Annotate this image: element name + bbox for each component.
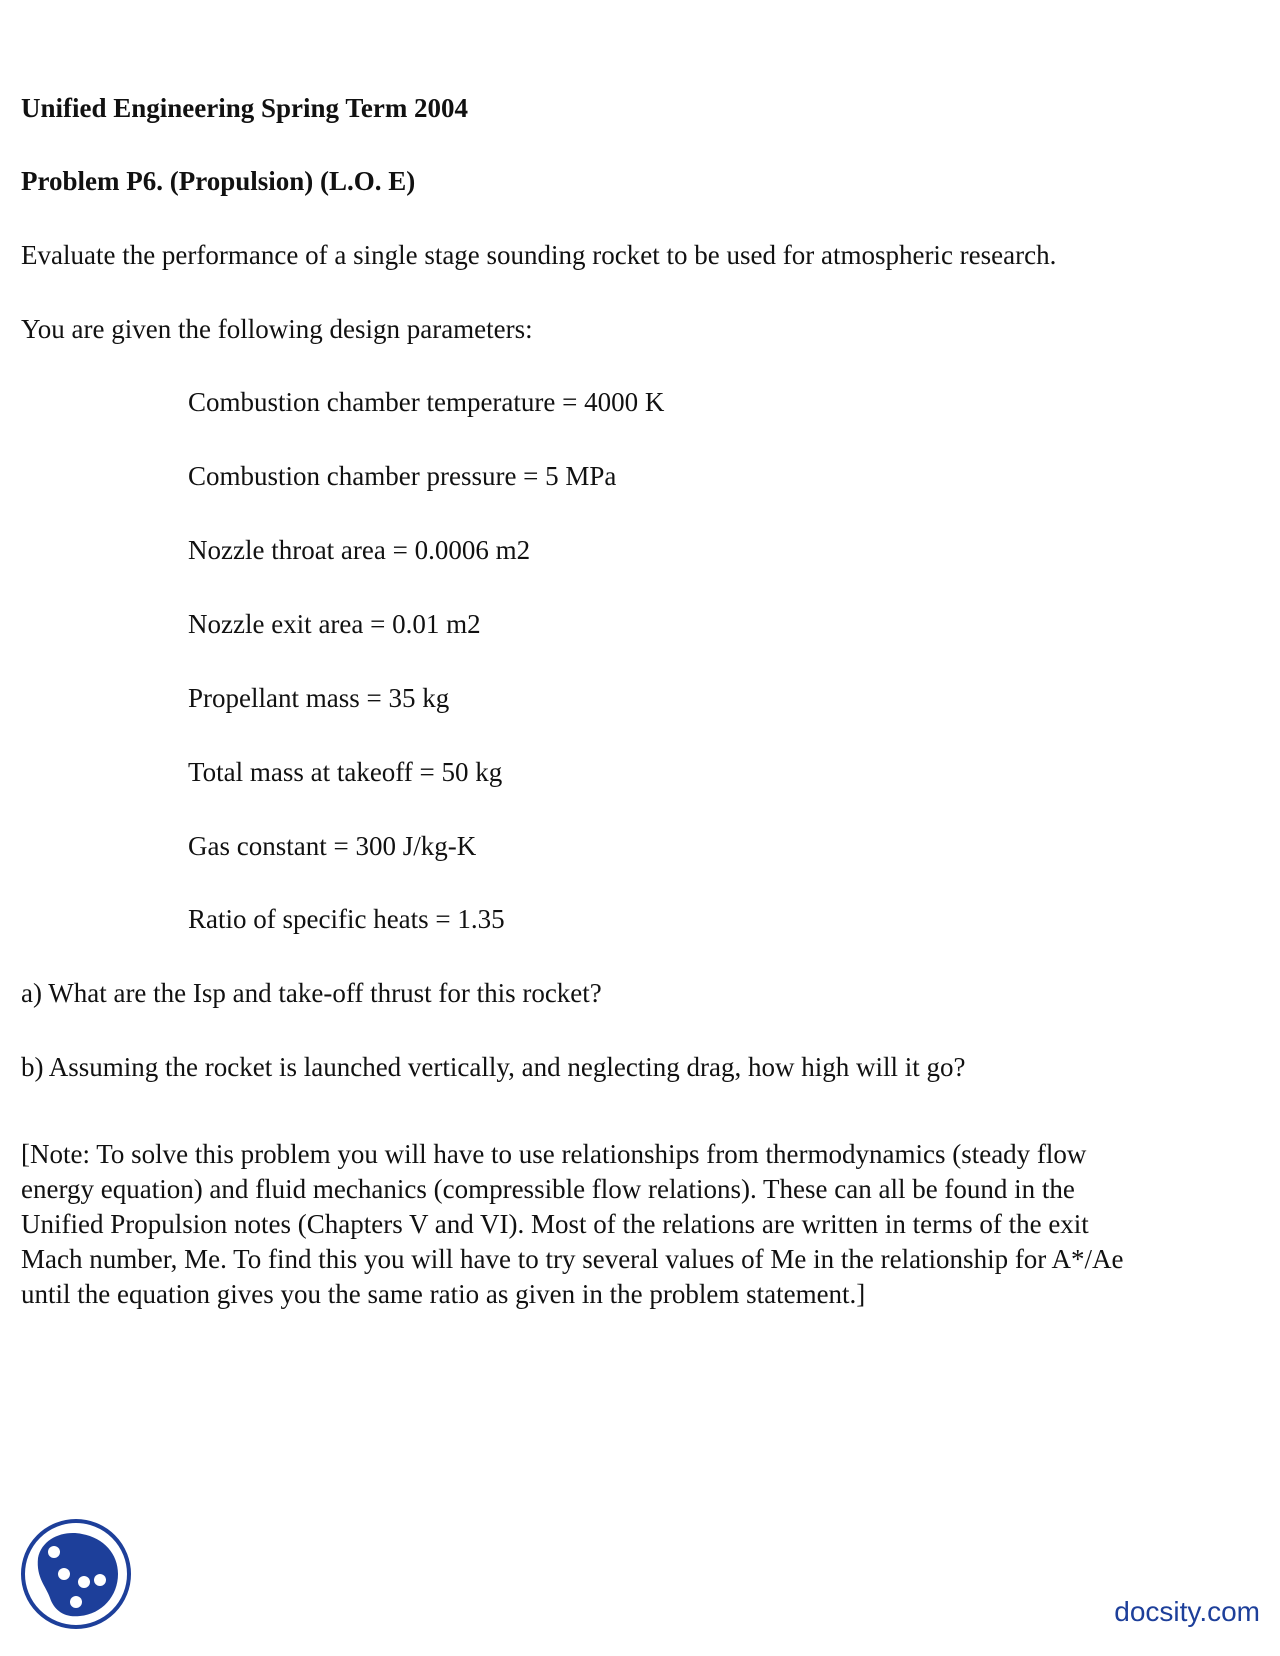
parameter-item: Gas constant = 300 J/kg-K <box>188 831 477 861</box>
parameter-item: Ratio of specific heats = 1.35 <box>188 904 505 934</box>
parameter-item: Nozzle exit area = 0.01 m2 <box>188 609 481 639</box>
intro-paragraph: Evaluate the performance of a single stage sounding rocket to be used for atmospheric research. <box>21 240 1057 270</box>
question-a: a) What are the Isp and take-off thrust for this rocket? <box>21 978 602 1008</box>
parameter-item: Propellant mass = 35 kg <box>188 683 450 713</box>
document-title: Unified Engineering Spring Term 2004 <box>21 93 469 123</box>
note-line: until the equation gives you the same ratio as given in the problem statement.] <box>21 1279 866 1309</box>
note-line: [Note: To solve this problem you will have to use relationships from thermodynamics (steady flow <box>21 1139 1087 1169</box>
note-line: Unified Propulsion notes (Chapters V and VI). Most of the relations are written in terms of the exit <box>21 1209 1089 1239</box>
problem-heading: Problem P6. (Propulsion) (L.O. E) <box>21 166 416 196</box>
question-b: b) Assuming the rocket is launched vertically, and neglecting drag, how high will it go? <box>21 1052 966 1082</box>
parameter-item: Total mass at takeoff = 50 kg <box>188 757 503 787</box>
parameter-item: Combustion chamber pressure = 5 MPa <box>188 461 617 491</box>
note-paragraph <box>21 1137 1261 1312</box>
docsity-brand-link[interactable]: docsity.com <box>1114 1596 1260 1627</box>
parameter-item: Nozzle throat area = 0.0006 m2 <box>188 535 531 565</box>
note-line: Mach number, Me. To find this you will have to try several values of Me in the relationship for A*/Ae <box>21 1244 1124 1274</box>
docsity-logo-icon <box>20 1518 132 1630</box>
parameter-item: Combustion chamber temperature = 4000 K <box>188 387 665 417</box>
note-line: energy equation) and fluid mechanics (compressible flow relations). These can all be found in the <box>21 1174 1075 1204</box>
given-paragraph: You are given the following design parameters: <box>21 314 533 344</box>
